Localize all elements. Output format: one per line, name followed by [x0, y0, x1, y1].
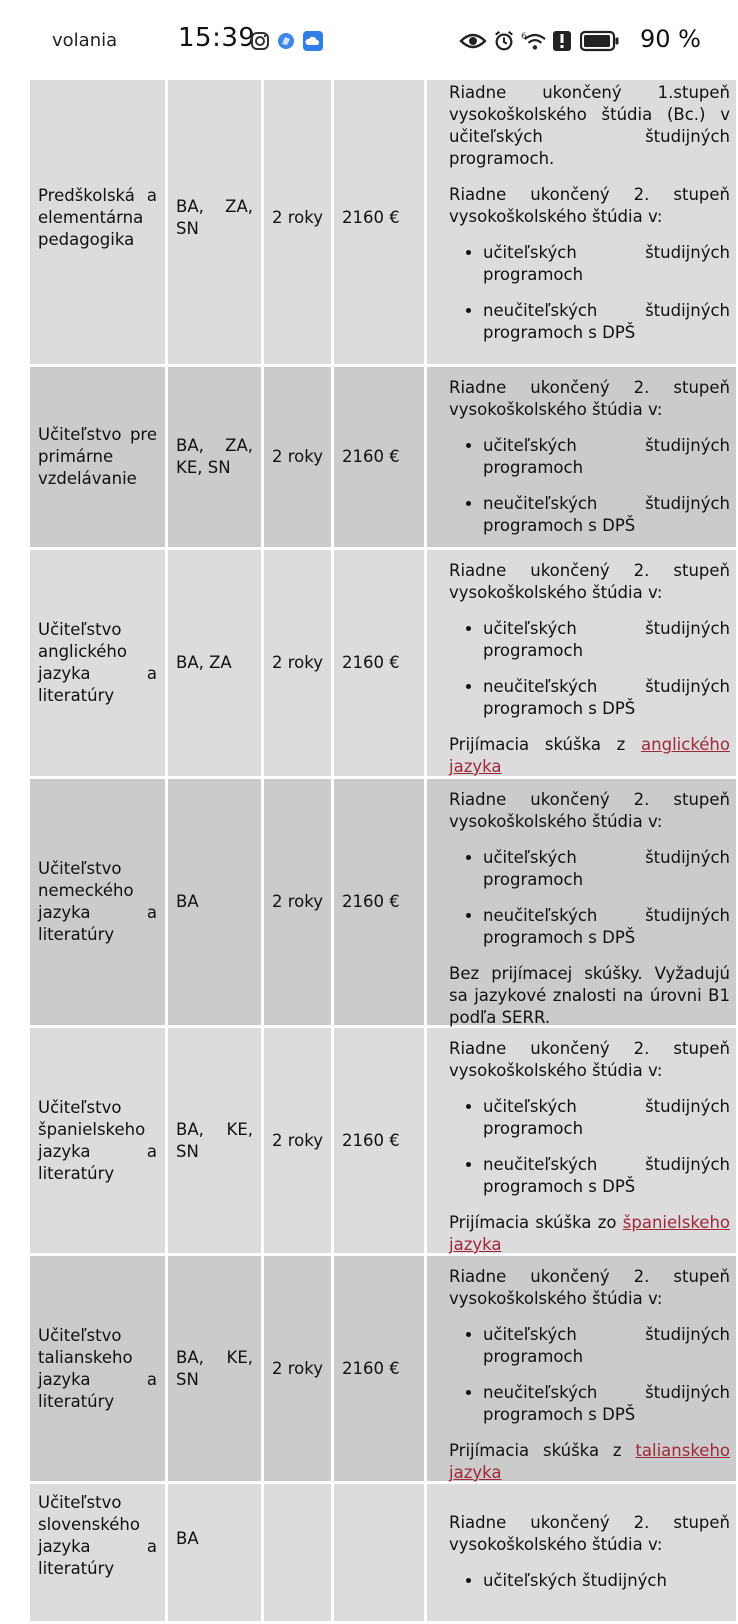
price-cell: [334, 1484, 427, 1624]
duration: 2 roky: [272, 1130, 323, 1150]
table-row: [30, 1484, 736, 1624]
places-cell: [168, 779, 264, 1028]
requirements-cell: [427, 1028, 736, 1256]
requirement-item: • učiteľských študijných programoch: [483, 435, 730, 479]
requirement-item: • učiteľských študijných programoch: [483, 242, 730, 286]
duration: 2 roky: [272, 447, 323, 466]
duration: 2 roky: [272, 208, 323, 227]
requirement-intro: Riadne ukončený 2. stupeň vysokoškolského štúdia v:: [449, 185, 730, 226]
table-row: [30, 367, 736, 550]
requirement-item: • učiteľských študijných programoch: [483, 1096, 730, 1140]
requirement-item: • neučiteľských študijných programoch s DPŠ: [483, 905, 730, 949]
exam-link[interactable]: španielskeho jazyka: [449, 1213, 730, 1254]
program-name: Učiteľstvo nemeckého jazyka a literatúry: [38, 859, 157, 944]
program-name-cell: [30, 1028, 168, 1256]
requirement-intro: Riadne ukončený 2. stupeň vysokoškolského štúdia v:: [449, 1267, 730, 1308]
carrier-label: volania: [52, 30, 118, 51]
price: 2160 €: [342, 208, 400, 227]
instagram-icon: [250, 30, 270, 52]
exam-link[interactable]: talianskeho jazyka: [449, 1441, 730, 1482]
requirement-list: [435, 1096, 730, 1198]
requirement-item: • učiteľských študijných: [483, 1570, 730, 1592]
places-cell: [168, 367, 264, 550]
requirement-intro: Riadne ukončený 2. stupeň vysokoškolského štúdia v:: [449, 1513, 730, 1554]
requirement-list: [435, 1570, 730, 1592]
places: BA, KE, SN: [176, 1347, 253, 1389]
price-cell: [334, 1256, 427, 1484]
wifi-icon: [520, 30, 548, 52]
places-cell: [168, 1256, 264, 1484]
places: BA, ZA, SN: [176, 197, 253, 238]
table-row: [30, 779, 736, 1028]
table-row: [30, 1256, 736, 1484]
places: BA, ZA: [176, 653, 232, 672]
clock: 15:39: [178, 23, 256, 53]
requirement-intro: Riadne ukončený 2. stupeň vysokoškolského štúdia v:: [449, 790, 730, 831]
price-cell: [334, 1028, 427, 1256]
requirement-list: [435, 618, 730, 720]
duration: 2 roky: [272, 653, 323, 672]
price-cell: [334, 72, 427, 367]
requirement-list: [435, 435, 730, 537]
note-prefix: Prijímacia skúška zo: [449, 1213, 617, 1232]
requirement-list: [435, 847, 730, 949]
battery-icon: [580, 30, 620, 52]
svg-text:6: 6: [521, 30, 527, 41]
requirement-list: [435, 1324, 730, 1426]
duration-cell: [264, 72, 334, 367]
duration-cell: [264, 779, 334, 1028]
table-row: [30, 72, 736, 367]
requirements-cell: [427, 1484, 736, 1624]
table-row: [30, 550, 736, 779]
admission-note: [449, 1212, 730, 1256]
program-name: Učiteľstvo anglického jazyka a literatúry: [38, 620, 157, 705]
requirement-intro: Riadne ukončený 1.stupeň vysokoškolského štúdia (Bc.) v učiteľských študijných programoch.: [449, 83, 730, 168]
requirement-intro: Riadne ukončený 2. stupeň vysokoškolského štúdia v:: [449, 1039, 730, 1080]
note-prefix: Prijímacia skúška z: [449, 1441, 622, 1460]
admission-note: [449, 1440, 730, 1484]
places: BA, KE, SN: [176, 1119, 253, 1161]
requirements-cell: [427, 367, 736, 550]
places-cell: [168, 550, 264, 779]
price: 2160 €: [342, 1130, 400, 1150]
requirements-cell: [427, 779, 736, 1028]
program-name: Učiteľstvo pre primárne vzdelávanie: [38, 425, 157, 488]
duration-cell: [264, 1028, 334, 1256]
programs-table: [30, 66, 736, 1590]
alert-icon: [552, 30, 572, 52]
requirement-intro: Riadne ukončený 2. stupeň vysokoškolského štúdia v:: [449, 378, 730, 419]
requirement-item: • učiteľských študijných programoch: [483, 847, 730, 891]
places: BA: [176, 1529, 199, 1548]
note-prefix: Prijímacia skúška z: [449, 735, 626, 754]
duration-cell: [264, 1484, 334, 1624]
requirement-item: • neučiteľských študijných programoch s DPŠ: [483, 676, 730, 720]
cloud-icon: [302, 30, 324, 52]
status-bar: [0, 0, 738, 80]
duration: 2 roky: [272, 1358, 323, 1378]
requirement-list: [435, 242, 730, 344]
requirement-item: • neučiteľských študijných programoch s DPŠ: [483, 300, 730, 344]
program-name: Učiteľstvo slovenského jazyka a literatúry: [38, 1493, 157, 1578]
program-name-cell: [30, 72, 168, 367]
duration-cell: [264, 1256, 334, 1484]
price-cell: [334, 779, 427, 1028]
program-name-cell: [30, 367, 168, 550]
duration-cell: [264, 550, 334, 779]
places-cell: [168, 72, 264, 367]
program-name: Predškolská a elementárna pedagogika: [38, 186, 157, 249]
program-name: Učiteľstvo španielskeho jazyka a literatúry: [38, 1097, 157, 1183]
program-name-cell: [30, 779, 168, 1028]
duration-cell: [264, 367, 334, 550]
battery-percentage: 90 %: [640, 25, 701, 53]
eye-icon: [459, 30, 487, 52]
program-name-cell: [30, 1256, 168, 1484]
admission-note: [449, 734, 730, 778]
requirements-cell: [427, 72, 736, 367]
places: BA: [176, 892, 199, 911]
program-name: Učiteľstvo talianskeho jazyka a literatúry: [38, 1325, 157, 1411]
price: 2160 €: [342, 1358, 400, 1378]
requirement-item: • neučiteľských študijných programoch s DPŠ: [483, 1382, 730, 1426]
price-cell: [334, 550, 427, 779]
price-cell: [334, 367, 427, 550]
table-row: [30, 1028, 736, 1256]
requirement-item: • neučiteľských študijných programoch s DPŠ: [483, 493, 730, 537]
price: 2160 €: [342, 653, 400, 672]
program-name-cell: [30, 1484, 168, 1624]
places-cell: [168, 1484, 264, 1624]
price: 2160 €: [342, 447, 400, 466]
requirement-intro: Riadne ukončený 2. stupeň vysokoškolského štúdia v:: [449, 561, 730, 602]
requirements-cell: [427, 1256, 736, 1484]
admission-note: Bez prijímacej skúšky. Vyžadujú sa jazykové znalosti na úrovni B1 podľa SERR.: [449, 964, 730, 1027]
requirements-cell: [427, 550, 736, 779]
browser-icon: [276, 30, 296, 52]
exam-link[interactable]: anglického jazyka: [449, 735, 730, 776]
price: 2160 €: [342, 892, 400, 911]
alarm-icon: [492, 30, 516, 52]
requirement-item: • učiteľských študijných programoch: [483, 1324, 730, 1368]
requirement-item: • neučiteľských študijných programoch s DPŠ: [483, 1154, 730, 1198]
program-name-cell: [30, 550, 168, 779]
places-cell: [168, 1028, 264, 1256]
places: BA, ZA, KE, SN: [176, 436, 253, 477]
requirement-item: • učiteľských študijných programoch: [483, 618, 730, 662]
duration: 2 roky: [272, 892, 323, 911]
